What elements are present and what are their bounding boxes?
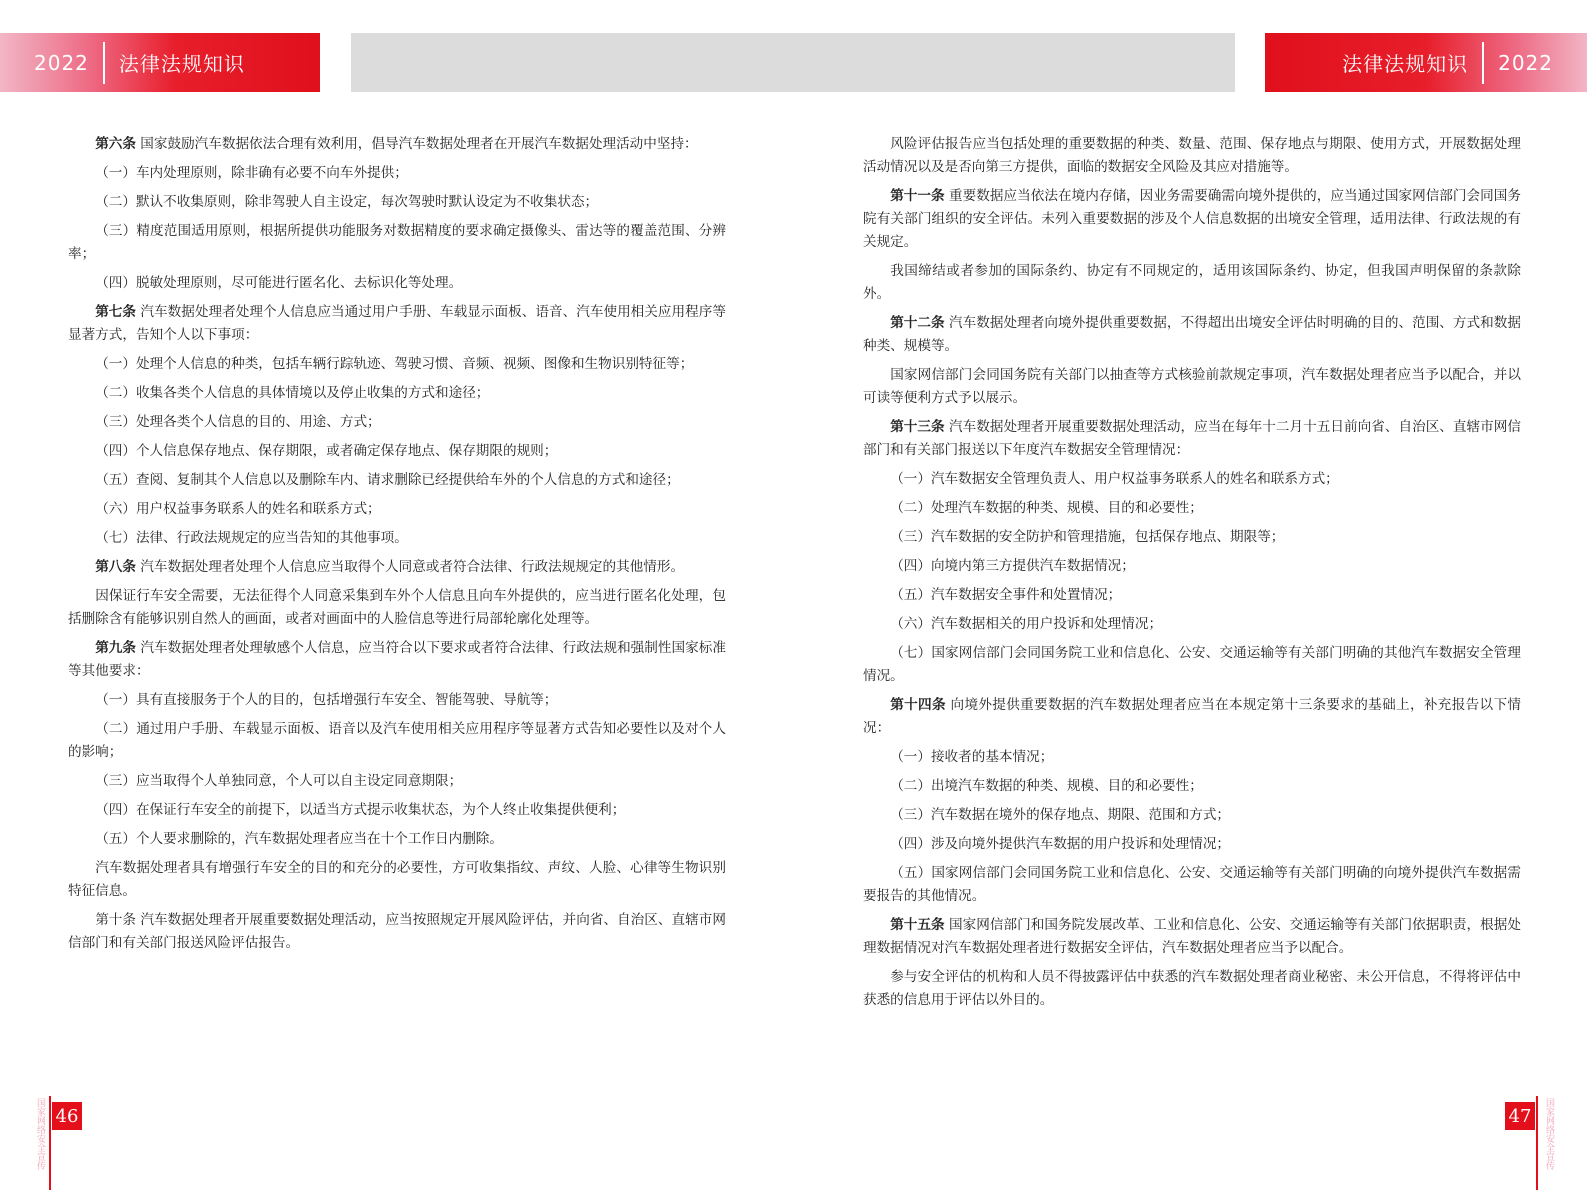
- article-number: 第十一条: [890, 188, 945, 204]
- page-number-right: 47: [1505, 1102, 1535, 1130]
- header-tab-right: [1265, 33, 1587, 92]
- paragraph-text: （三）汽车数据的安全防护和管理措施，包括保存地点、期限等；: [890, 529, 1285, 545]
- paragraph: [863, 775, 1521, 798]
- paragraph-text: （三）汽车数据在境外的保存地点、期限、范围和方式；: [890, 807, 1231, 823]
- paragraph: [863, 746, 1521, 769]
- paragraph-text: （二）通过用户手册、车载显示面板、语音以及汽车使用相关应用程序等显著方式告知必要性以及对个人的影响；: [68, 721, 726, 760]
- paragraph-text: （五）汽车数据安全事件和处置情况；: [890, 587, 1122, 603]
- paragraph-text: （四）向境内第三方提供汽车数据情况；: [890, 558, 1135, 574]
- paragraph-text: 第十条 汽车数据处理者开展重要数据处理活动，应当按照规定开展风险评估，并向省、自治区、直辖市网信部门和有关部门报送风险评估报告。: [68, 912, 726, 951]
- paragraph: [68, 689, 726, 712]
- footer-rule-left: [49, 1096, 51, 1190]
- paragraph-text: （一）具有直接服务于个人的目的，包括增强行车安全、智能驾驶、导航等；: [95, 692, 558, 708]
- header-title-left: 法律法规知识: [118, 52, 245, 76]
- paragraph-text: 汽车数据处理者处理敏感个人信息，应当符合以下要求或者符合法律、行政法规和强制性国家标准等其他要求：: [68, 640, 726, 679]
- paragraph: [863, 804, 1521, 827]
- paragraph-text: （一）接收者的基本情况；: [890, 749, 1054, 765]
- paragraph: [863, 468, 1521, 491]
- paragraph: [863, 555, 1521, 578]
- paragraph-text: （七）国家网信部门会同国务院工业和信息化、公安、交通运输等有关部门明确的其他汽车数据安全管理情况。: [863, 645, 1521, 684]
- paragraph-text: 国家鼓励汽车数据依法合理有效利用，倡导汽车数据处理者在开展汽车数据处理活动中坚持：: [135, 136, 698, 152]
- paragraph: [68, 301, 726, 347]
- paragraph-text: （六）汽车数据相关的用户投诉和处理情况；: [890, 616, 1163, 632]
- header-band: [351, 33, 1235, 92]
- paragraph: [68, 556, 726, 579]
- paragraph-text: （二）出境汽车数据的种类、规模、目的和必要性；: [890, 778, 1203, 794]
- paragraph: [68, 220, 726, 266]
- paragraph-text: （五）个人要求删除的，汽车数据处理者应当在十个工作日内删除。: [95, 831, 503, 847]
- paragraph: [68, 637, 726, 683]
- paragraph: [863, 642, 1521, 688]
- paragraph: [863, 260, 1521, 306]
- paragraph-text: 因保证行车安全需要，无法征得个人同意采集到车外个人信息且向车外提供的，应当进行匿名化处理，包括删除含有能够识别自然人的画面，或者对画面中的人脸信息等进行局部轮廓化处理等。: [68, 588, 726, 627]
- article-number: 第十三条: [890, 419, 945, 435]
- article-number: 第八条: [95, 559, 136, 575]
- paragraph-text: 汽车数据处理者开展重要数据处理活动，应当在每年十二月十五日前向省、自治区、直辖市网信部门和有关部门报送以下年度汽车数据安全管理情况：: [863, 419, 1521, 458]
- paragraph: [68, 411, 726, 434]
- paragraph-text: 汽车数据处理者处理个人信息应当取得个人同意或者符合法律、行政法规规定的其他情形。: [135, 559, 685, 575]
- paragraph: [68, 162, 726, 185]
- paragraph: [68, 909, 726, 955]
- paragraph: [68, 382, 726, 405]
- left-page-body: [68, 133, 726, 961]
- paragraph: [68, 353, 726, 376]
- header-year-right: 2022: [1498, 50, 1553, 75]
- paragraph: [863, 966, 1521, 1012]
- paragraph-text: 汽车数据处理者向境外提供重要数据，不得超出出境安全评估时明确的目的、范围、方式和数据种类、规模等。: [863, 315, 1521, 354]
- paragraph: [68, 133, 726, 156]
- paragraph-text: 汽车数据处理者具有增强行车安全的目的和充分的必要性，方可收集指纹、声纹、人脸、心律等生物识别特征信息。: [68, 860, 726, 899]
- page-number-left: 46: [52, 1102, 82, 1130]
- header-title-right: 法律法规知识: [1342, 52, 1469, 76]
- paragraph: [863, 312, 1521, 358]
- paragraph-text: （七）法律、行政法规规定的应当告知的其他事项。: [95, 530, 408, 546]
- footer-side-label-left: 国家网络安全宣传: [35, 1098, 45, 1170]
- paragraph: [68, 799, 726, 822]
- paragraph: [863, 364, 1521, 410]
- paragraph: [68, 585, 726, 631]
- paragraph: [863, 613, 1521, 636]
- article-number: 第十二条: [890, 315, 945, 331]
- paragraph: [863, 584, 1521, 607]
- paragraph-text: 国家网信部门和国务院发展改革、工业和信息化、公安、交通运输等有关部门依据职责，根据处理数据情况对汽车数据处理者进行数据安全评估，汽车数据处理者应当予以配合。: [863, 917, 1521, 956]
- paragraph: [68, 718, 726, 764]
- header-divider-right: [1482, 42, 1484, 84]
- article-number: 第九条: [95, 640, 137, 656]
- paragraph: [68, 857, 726, 903]
- paragraph-text: （四）涉及向境外提供汽车数据的用户投诉和处理情况；: [890, 836, 1231, 852]
- paragraph-text: （一）汽车数据安全管理负责人、用户权益事务联系人的姓名和联系方式；: [890, 471, 1339, 487]
- paragraph: [68, 440, 726, 463]
- paragraph-text: 汽车数据处理者处理个人信息应当通过用户手册、车载显示面板、语音、汽车使用相关应用程序等显著方式，告知个人以下事项：: [68, 304, 726, 343]
- paragraph-text: 风险评估报告应当包括处理的重要数据的种类、数量、范围、保存地点与期限、使用方式，开展数据处理活动情况以及是否向第三方提供，面临的数据安全风险及其应对措施等。: [863, 136, 1521, 175]
- paragraph-text: （三）应当取得个人单独同意，个人可以自主设定同意期限；: [95, 773, 463, 789]
- paragraph: [68, 527, 726, 550]
- paragraph-text: 重要数据应当依法在境内存储，因业务需要确需向境外提供的，应当通过国家网信部门会同国务院有关部门组织的安全评估。未列入重要数据的涉及个人信息数据的出境安全管理，适用法律、行政法规的有关规定。: [863, 188, 1521, 250]
- paragraph-text: （五）查阅、复制其个人信息以及删除车内、请求删除已经提供给车外的个人信息的方式和途径；: [95, 472, 680, 488]
- paragraph-text: 参与安全评估的机构和人员不得披露评估中获悉的汽车数据处理者商业秘密、未公开信息，不得将评估中获悉的信息用于评估以外目的。: [863, 969, 1521, 1008]
- paragraph: [863, 862, 1521, 908]
- paragraph-text: （四）个人信息保存地点、保存期限，或者确定保存地点、保存期限的规则；: [95, 443, 558, 459]
- paragraph: [68, 272, 726, 295]
- header-tab-left: [0, 33, 320, 92]
- paragraph: [863, 694, 1521, 740]
- paragraph-text: （五）国家网信部门会同国务院工业和信息化、公安、交通运输等有关部门明确的向境外提供汽车数据需要报告的其他情况。: [863, 865, 1521, 904]
- paragraph: [863, 497, 1521, 520]
- footer-rule-right: [1536, 1096, 1538, 1190]
- paragraph-text: （三）处理各类个人信息的目的、用途、方式；: [95, 414, 381, 430]
- footer-side-label-right: 国家网络安全宣传: [1544, 1098, 1554, 1170]
- paragraph-text: 向境外提供重要数据的汽车数据处理者应当在本规定第十三条要求的基础上，补充报告以下情况：: [863, 697, 1521, 736]
- article-number: 第十四条: [890, 697, 946, 713]
- paragraph: [863, 133, 1521, 179]
- paragraph-text: （二）默认不收集原则，除非驾驶人自主设定，每次驾驶时默认设定为不收集状态；: [95, 194, 599, 210]
- paragraph: [863, 833, 1521, 856]
- header-year-left: 2022: [34, 50, 89, 75]
- paragraph: [68, 469, 726, 492]
- paragraph: [68, 770, 726, 793]
- paragraph-text: 我国缔结或者参加的国际条约、协定有不同规定的，适用该国际条约、协定，但我国声明保留的条款除外。: [863, 263, 1521, 302]
- article-number: 第七条: [95, 304, 137, 320]
- right-page-body: [863, 133, 1521, 1018]
- paragraph-text: （二）收集各类个人信息的具体情境以及停止收集的方式和途径；: [95, 385, 490, 401]
- paragraph-text: （四）脱敏处理原则，尽可能进行匿名化、去标识化等处理。: [95, 275, 463, 291]
- paragraph: [68, 828, 726, 851]
- paragraph-text: （四）在保证行车安全的前提下，以适当方式提示收集状态，为个人终止收集提供便利；: [95, 802, 626, 818]
- paragraph: [68, 498, 726, 521]
- paragraph: [863, 185, 1521, 254]
- paragraph-text: （六）用户权益事务联系人的姓名和联系方式；: [95, 501, 381, 517]
- paragraph-text: （一）处理个人信息的种类，包括车辆行踪轨迹、驾驶习惯、音频、视频、图像和生物识别特征等；: [95, 356, 694, 372]
- paragraph: [863, 416, 1521, 462]
- article-number: 第十五条: [890, 917, 945, 933]
- paragraph: [863, 914, 1521, 960]
- paragraph-text: （三）精度范围适用原则，根据所提供功能服务对数据精度的要求确定摄像头、雷达等的覆盖范围、分辨率；: [68, 223, 726, 262]
- paragraph-text: （二）处理汽车数据的种类、规模、目的和必要性；: [890, 500, 1203, 516]
- header-divider-left: [103, 42, 105, 84]
- paragraph-text: （一）车内处理原则，除非确有必要不向车外提供；: [95, 165, 408, 181]
- paragraph: [68, 191, 726, 214]
- article-number: 第六条: [95, 136, 136, 152]
- paragraph-text: 国家网信部门会同国务院有关部门以抽查等方式核验前款规定事项，汽车数据处理者应当予以配合，并以可读等便利方式予以展示。: [863, 367, 1521, 406]
- paragraph: [863, 526, 1521, 549]
